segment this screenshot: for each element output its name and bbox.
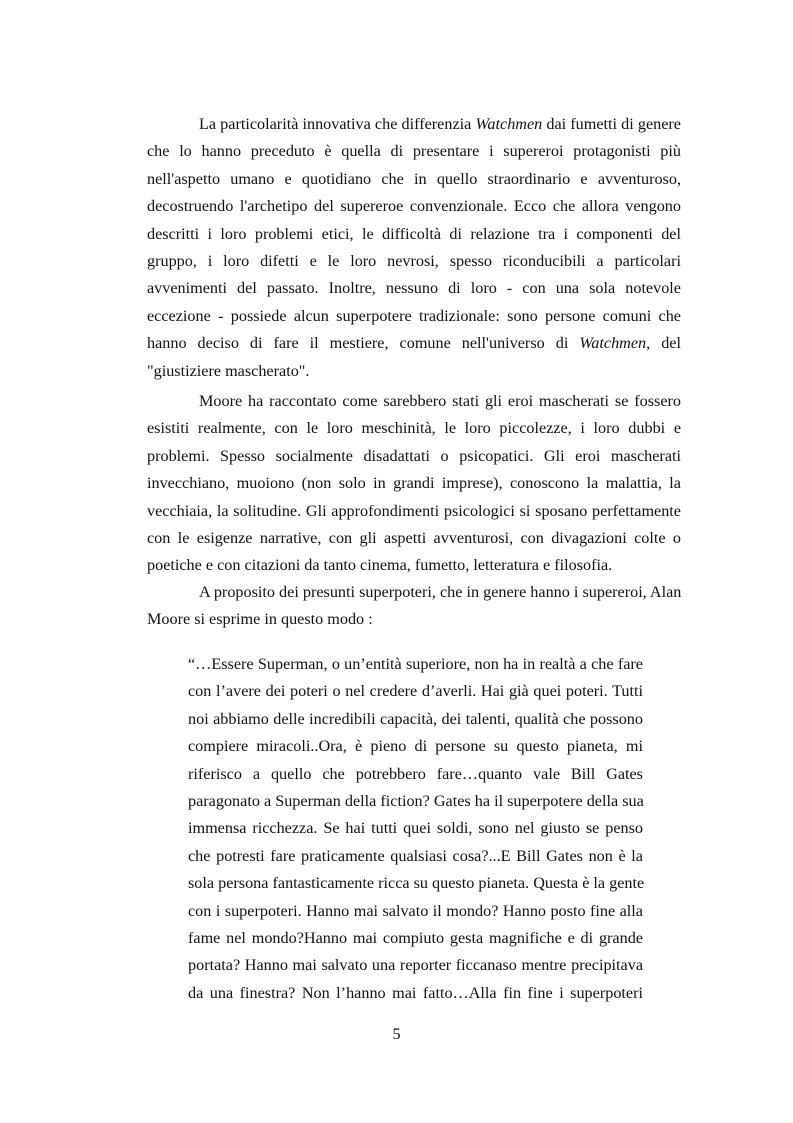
quote-line: sola persona fantasticamente ricca su questo pianeta. Questa è la gente <box>188 874 645 893</box>
text-line: descritti i loro problemi etici, le difficoltà di relazione tra i componenti del <box>147 224 681 243</box>
text-line: "giustiziere mascherato". <box>147 361 310 380</box>
quote-line: da una finestra? Non l’hanno mai fatto…Alla fin fine i superpoteri <box>188 983 643 1002</box>
text-line: vecchiaia, la solitudine. Gli approfondimenti psicologici si sposano perfettamente <box>147 501 681 520</box>
quote-line: fame nel mondo?Hanno mai compiuto gesta magnifiche e di grande <box>188 929 643 947</box>
quote-line: riferisco a quello che potrebbero fare…quanto vale Bill Gates <box>188 764 643 783</box>
text-line: avvenimenti del passato. Inoltre, nessuno di loro - con una sola notevole <box>147 279 681 298</box>
text-line: esistiti realmente, con le loro meschinità, le loro piccolezze, i loro dubbi e <box>147 419 681 438</box>
quote-line: “…Essere Superman, o un’entità superiore, non ha in realtà a che fare <box>188 655 643 673</box>
work-title-italic: Watchmen <box>475 115 543 133</box>
page-number: 5 <box>392 1025 401 1043</box>
text-line: poetiche e con citazioni da tanto cinema, fumetto, letteratura e filosofia. <box>147 556 613 575</box>
quote-line: con i superpoteri. Hanno mai salvato il mondo? Hanno posto fine alla <box>188 901 643 920</box>
text-line: con le esigenze narrative, con gli aspetti avventurosi, con divagazioni colte o <box>147 529 681 547</box>
quote-line: portata? Hanno mai salvato una reporter ficcanaso mentre precipitava <box>188 956 643 975</box>
text-line: che lo hanno preceduto è quella di presentare i supereroi protagonisti più <box>147 142 681 161</box>
text-line: eccezione - possiede alcun superpotere tradizionale: sono persone comuni che <box>147 306 681 325</box>
work-title-italic: Watchmen <box>579 334 647 353</box>
text-line: decostruendo l'archetipo del supereroe convenzionale. Ecco che allora vengono <box>147 197 681 216</box>
text-line: Moore si esprime in questo modo : <box>147 610 373 629</box>
quote-line: con l’avere dei poteri o nel credere d’averli. Hai già quei poteri. Tutti <box>188 682 643 701</box>
quote-line: noi abbiamo delle incredibili capacità, dei talenti, qualità che possono <box>188 709 643 728</box>
text-line: gruppo, i loro difetti e le loro nevrosi, spesso riconducibili a particolari <box>147 252 681 270</box>
quote-line: che potresti fare praticamente qualsiasi cosa?...E Bill Gates non è la <box>188 846 643 865</box>
quote-line: paragonato a Superman della fiction? Gates ha il superpotere della sua <box>188 792 644 810</box>
text-line: problemi. Spesso socialmente disadattati o psicopatici. Gli eroi mascherati <box>147 446 681 465</box>
text-line: invecchiano, muoiono (non solo in grandi imprese), conoscono la malattia, la <box>147 474 681 493</box>
text-line: La particolarità innovativa che differenzia Watchmen dai fumetti di genere <box>199 115 681 133</box>
quote-line: immensa ricchezza. Se hai tutti quei soldi, sono nel giusto se penso <box>188 819 643 838</box>
text-line: A proposito dei presunti superpoteri, che in genere hanno i supereroi, Alan <box>199 583 682 601</box>
text-line: hanno deciso di fare il mestiere, comune nell'universo di Watchmen, del <box>147 334 681 353</box>
quote-line: compiere miracoli..Ora, è pieno di persone su questo pianeta, mi <box>188 737 643 756</box>
text-line: nell'aspetto umano e quotidiano che in quello straordinario e avventuroso, <box>147 169 681 188</box>
text-line: Moore ha raccontato come sarebbero stati gli eroi mascherati se fossero <box>199 392 681 410</box>
